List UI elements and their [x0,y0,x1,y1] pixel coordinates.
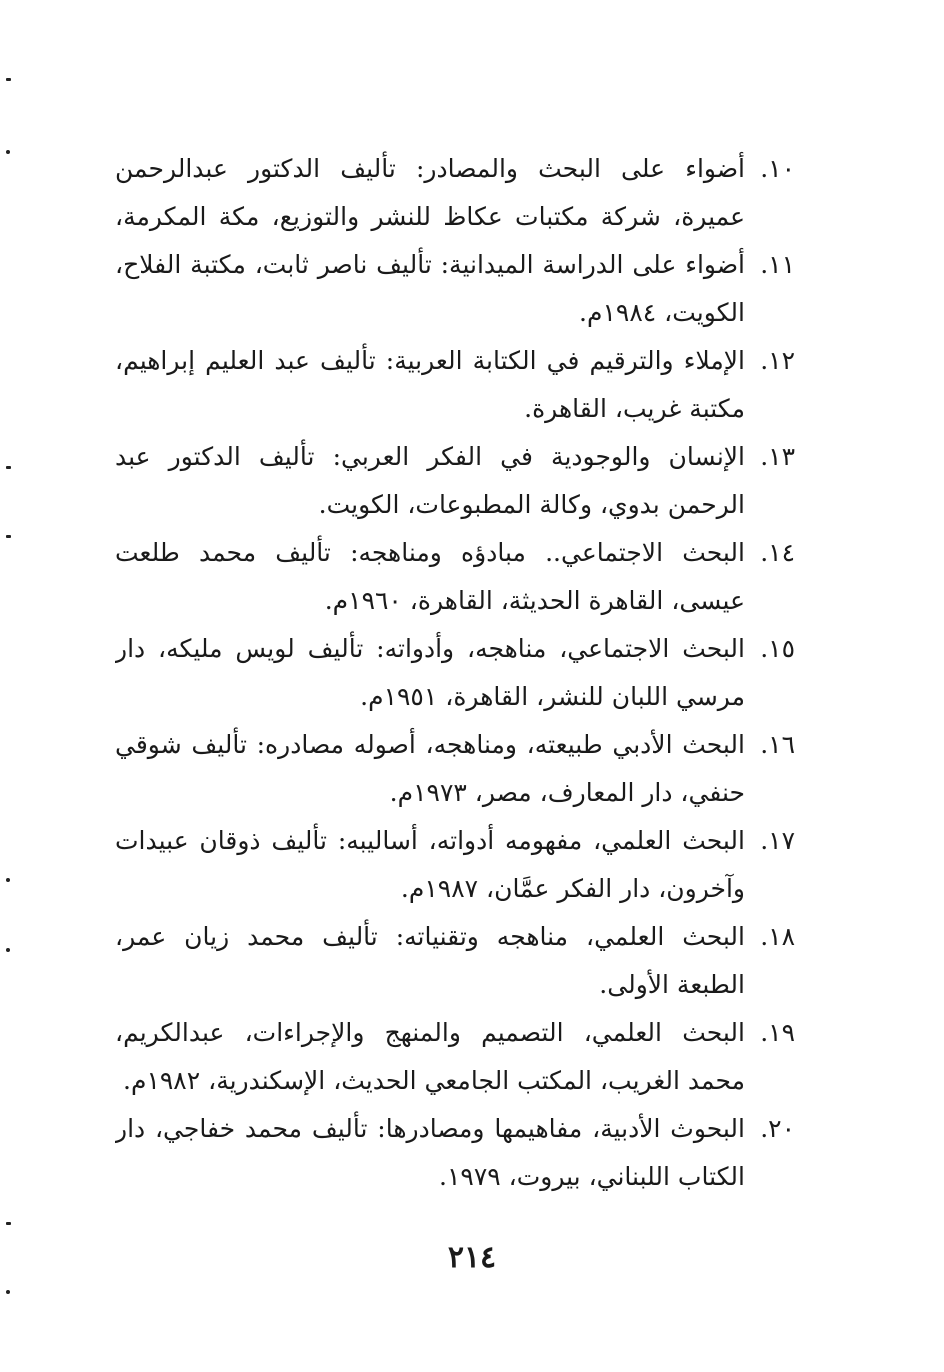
reference-number: ١٦. [760,730,795,759]
reference-number: ١٤. [760,538,795,567]
reference-number: ١٢. [760,346,795,375]
scan-margin-mark [6,150,10,154]
scan-margin-mark [6,535,11,538]
reference-item [115,817,795,913]
reference-item [115,721,795,817]
reference-item [115,433,795,529]
reference-item [115,241,795,337]
reference-item [115,1009,795,1105]
references-list [115,145,795,1201]
reference-number: ١٠. [760,154,795,183]
reference-number: ١٨. [760,922,795,951]
reference-number: ١١. [760,250,795,279]
reference-text: البحث العلمي، مفهومه أدواته، أساليبه: تأليف ذوقان عبيدات وآخرون، دار الفكر عمَّان، ١٩٨٧م. [115,826,745,903]
reference-number: ١٧. [760,826,795,855]
reference-text: البحث العلمي، مناهجه وتقنياته: تأليف محمد زيان عمر، الطبعة الأولى. [115,922,745,999]
reference-text: أضواء على البحث والمصادر: تأليف الدكتور عبدالرحمن عميرة، شركة مكتبات عكاظ للنشر والتوزيع، مكة المكرمة، [115,154,745,231]
reference-number: ٢٠. [760,1114,795,1143]
page-number: ٢١٤ [447,1240,497,1275]
reference-text: البحوث الأدبية، مفاهيمها ومصادرها: تأليف محمد خفاجي، دار الكتاب اللبناني، بيروت، ١٩٧٩. [115,1114,745,1191]
reference-text: البحث الاجتماعي، مناهجه، وأدواته: تأليف لويس مليكه، دار مرسي اللبان للنشر، القاهرة، ١٩٥١م. [115,634,745,711]
reference-item [115,145,795,241]
reference-item [115,337,795,433]
reference-text: الإنسان والوجودية في الفكر العربي: تأليف الدكتور عبد الرحمن بدوي، وكالة المطبوعات، الكويت. [115,442,745,519]
scan-margin-mark [6,948,10,952]
scan-margin-mark [6,1222,11,1225]
reference-item [115,1105,795,1201]
scan-margin-mark [6,466,11,469]
scan-margin-mark [6,1290,10,1294]
reference-text: الإملاء والترقيم في الكتابة العربية: تأليف عبد العليم إبراهيم، مكتبة غريب، القاهرة. [115,346,745,423]
scan-margin-mark [6,878,10,882]
reference-number: ١٩. [760,1018,795,1047]
scan-margin-mark [6,78,11,81]
reference-item [115,529,795,625]
reference-number: ١٥. [760,634,795,663]
reference-item [115,625,795,721]
reference-text: البحث العلمي، التصميم والمنهج والإجراءات، عبدالكريم، محمد الغريب، المكتب الجامعي الحديث، الإسكندرية، ١٩٨٢م. [115,1018,745,1095]
reference-text: أضواء على الدراسة الميدانية: تأليف ناصر ثابت، مكتبة الفلاح، الكويت، ١٩٨٤م. [115,250,745,327]
reference-text: البحث الأدبي طبيعته، ومناهجه، أصوله مصادره: تأليف شوقي حنفي، دار المعارف، مصر، ١٩٧٣م. [115,730,745,807]
reference-text: البحث الاجتماعي.. مبادؤه ومناهجه: تأليف محمد طلعت عيسى، القاهرة الحديثة، القاهرة، ١٩٦٠م. [115,538,745,615]
reference-item [115,913,795,1009]
reference-number: ١٣. [760,442,795,471]
